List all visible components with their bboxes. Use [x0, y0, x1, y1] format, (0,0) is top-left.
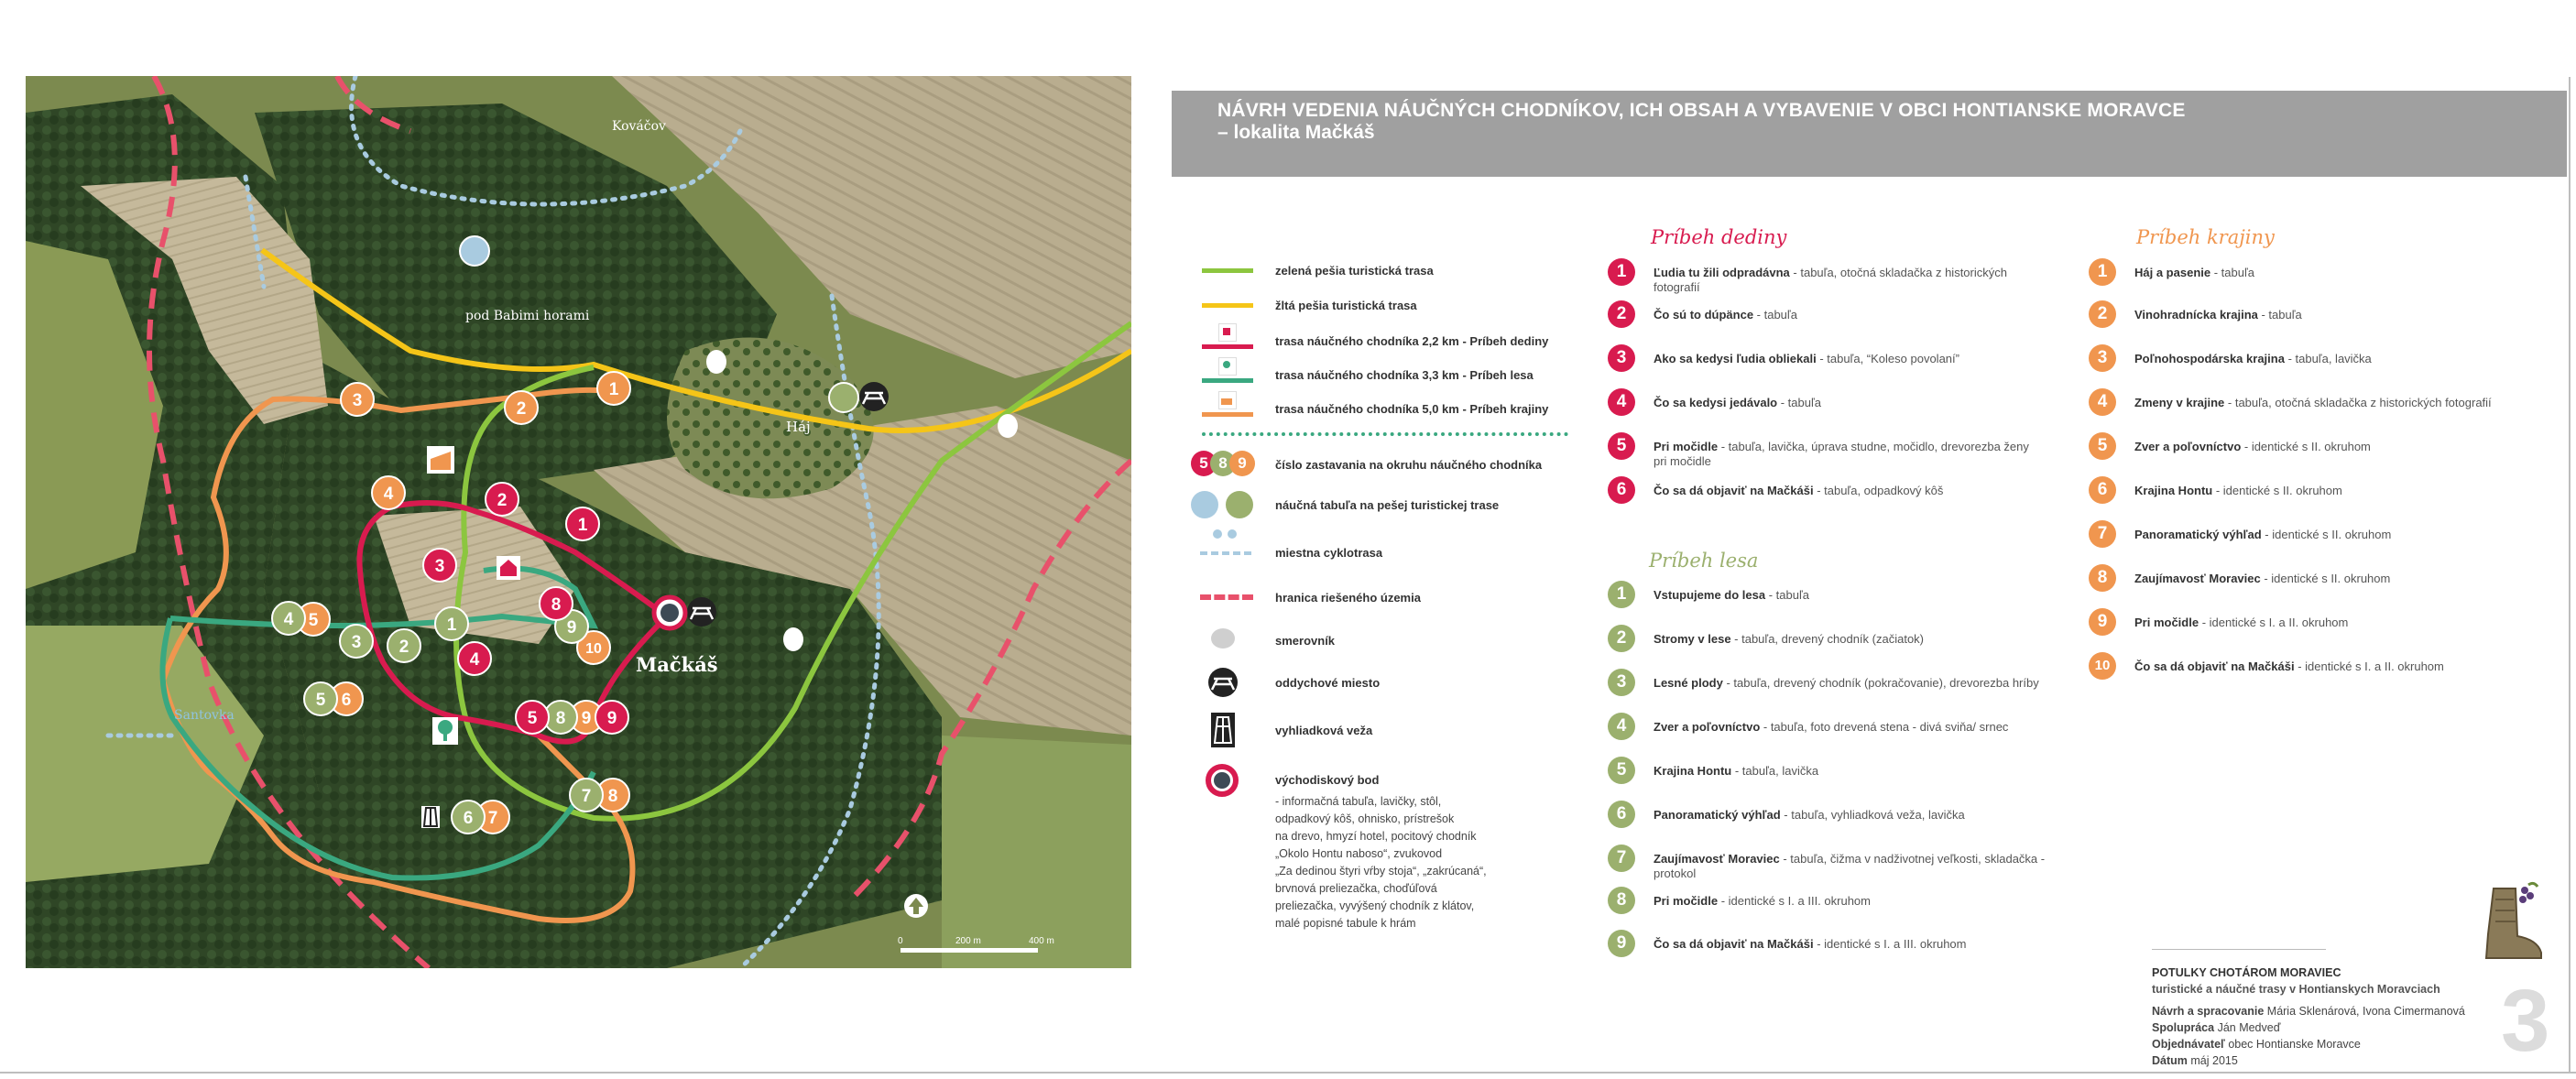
- footer-subtitle: turistické a náučné trasy v Hontianskych Moravciach: [2152, 983, 2440, 996]
- legend-number-circles: 5 8 9 číslo zastavania na okruhu náučného chodníka: [1191, 451, 1576, 478]
- landscape-marker-4: [372, 476, 405, 509]
- info-board-green: [829, 383, 858, 412]
- label-haj: Háj: [786, 419, 811, 435]
- legend-tower: vyhliadková veža: [1191, 716, 1576, 744]
- page-number: 3: [2501, 972, 2550, 1070]
- village-marker-1: [566, 507, 599, 540]
- village-marker-2: [486, 483, 518, 516]
- forest-marker-4: [272, 602, 305, 635]
- svg-text:2: 2: [516, 399, 527, 419]
- svg-text:1: 1: [608, 380, 619, 399]
- picnic-icon: [1191, 667, 1253, 698]
- svg-text:3: 3: [352, 391, 363, 410]
- svg-text:0: 0: [898, 936, 903, 946]
- legend-forest-trail: trasa náučného chodníka 3,3 km - Príbeh lesa: [1191, 361, 1576, 388]
- village-story-title: Príbeh dediny: [1651, 226, 1787, 248]
- svg-text:2: 2: [497, 491, 508, 510]
- village-marker-9: [595, 701, 628, 734]
- legend-cyclo: miestna cyklotrasa: [1191, 533, 1576, 561]
- svg-text:4: 4: [383, 485, 394, 504]
- svg-text:4: 4: [283, 610, 294, 629]
- north-arrow-icon: [904, 894, 928, 918]
- legend-boundary: hranica riešeného územia: [1191, 583, 1576, 611]
- trail-map[interactable]: [26, 76, 1131, 968]
- tree-route-icon: [432, 717, 458, 745]
- title-banner: [1172, 91, 2567, 177]
- svg-text:5: 5: [315, 691, 326, 710]
- svg-text:3: 3: [434, 557, 445, 576]
- svg-text:5: 5: [308, 611, 319, 630]
- landscape-marker-2: [505, 391, 538, 424]
- svg-text:5: 5: [527, 709, 538, 728]
- tower-icon: [1191, 713, 1253, 747]
- svg-text:8: 8: [555, 709, 566, 728]
- svg-text:1: 1: [577, 516, 588, 535]
- legend-start-point: východiskový bod - informačná tabuľa, lavičky, stôl, odpadkový kôš, ohnisko, prístrešok na drevo, hmyzí hotel, pocitový chodník „Okolo Hontu naboso“, zvukovod „Za dedinou štyri vŕby stoja“, „zakrúcaná“, brvnová preliezačka, choďúľová preliezačka, vyvýšený chodník z klátov, malé popisné tabule k hrám: [1191, 766, 1576, 931]
- footer-credits: POTULKY CHOTÁROM MORAVIEC turistické a náučné trasy v Hontianskych Moravciach Návrh a spracovanie Mária Sklenárová, Ivona Cimermanová Spolupráca Ján Medveď Objednávateľ obec Hontianske Moravce Dátum máj 2015: [2152, 948, 2555, 1069]
- label-babimi: pod Babimi horami: [465, 309, 590, 323]
- village-marker-3: [423, 549, 456, 582]
- title-line1: NÁVRH VEDENIA NÁUČNÝCH CHODNÍKOV, ICH OBSAH A VYBAVENIE V OBCI HONTIANSKE MORAVCE: [1217, 100, 2186, 121]
- svg-text:2: 2: [398, 638, 409, 657]
- signpost-icon-2: [998, 414, 1018, 438]
- svg-text:6: 6: [463, 809, 474, 828]
- label-kovacov: Kováčov: [612, 119, 666, 134]
- svg-text:8: 8: [607, 787, 618, 806]
- legend-green-trail: zelená pešia turistická trasa: [1191, 256, 1576, 284]
- village-marker-5: [516, 701, 549, 734]
- bottom-frame-line: [0, 1072, 2576, 1074]
- legend-info-circles: náučná tabuľa na pešej turistickej trase: [1191, 491, 1576, 518]
- label-santovka: Santovka: [174, 708, 235, 723]
- forest-marker-2: [387, 629, 420, 662]
- landscape-marker-1: [597, 372, 630, 405]
- signpost-icon-3: [783, 627, 803, 651]
- svg-text:4: 4: [469, 650, 480, 670]
- signpost-icon: [1211, 628, 1235, 648]
- south-east-meadow: [942, 736, 1131, 968]
- info-board-blue: [460, 236, 489, 266]
- legend-signpost: smerovník: [1191, 627, 1576, 654]
- svg-text:9: 9: [566, 618, 577, 638]
- svg-text:3: 3: [351, 633, 362, 652]
- forest-marker-6: [452, 801, 485, 834]
- field-route-icon: [427, 446, 454, 474]
- svg-text:1: 1: [446, 616, 457, 635]
- legend-landscape-trail: trasa náučného chodníka 5,0 km - Príbeh krajiny: [1191, 395, 1576, 422]
- landscape-marker-3: [341, 383, 374, 416]
- footer-project: POTULKY CHOTÁROM MORAVIEC: [2152, 966, 2341, 979]
- svg-text:400 m: 400 m: [1029, 936, 1054, 946]
- forest-marker-5: [304, 682, 337, 715]
- village-marker-8: [540, 587, 573, 620]
- legend-yellow-trail: žltá pešia turistická trasa: [1191, 291, 1576, 319]
- tower-icon-map: [421, 806, 440, 828]
- house-route-icon: [497, 556, 520, 580]
- signpost-icon-1: [706, 350, 726, 374]
- landscape-story-title: Príbeh krajiny: [2136, 226, 2275, 248]
- forest-marker-7: [570, 779, 603, 812]
- forest-marker-1: [435, 607, 468, 640]
- svg-text:10: 10: [585, 641, 602, 657]
- forest-marker-3: [340, 625, 373, 658]
- boot-icon: [2473, 879, 2547, 962]
- svg-text:8: 8: [551, 595, 562, 615]
- village-marker-4: [458, 642, 491, 675]
- svg-text:9: 9: [606, 709, 617, 728]
- title-line2: – lokalita Mačkáš: [1217, 122, 1375, 143]
- svg-text:7: 7: [581, 787, 592, 806]
- svg-text:7: 7: [487, 809, 498, 828]
- legend-village-trail: trasa náučného chodníka 2,2 km - Príbeh dediny: [1191, 327, 1576, 354]
- start-point-marker: [654, 597, 685, 628]
- map-svg: [26, 76, 1131, 968]
- label-mackas: Mačkáš: [636, 653, 718, 676]
- svg-text:200 m: 200 m: [955, 936, 981, 946]
- svg-text:9: 9: [581, 709, 592, 728]
- svg-text:6: 6: [341, 691, 352, 710]
- legend-picnic: oddychové miesto: [1191, 669, 1576, 696]
- forest-story-title: Príbeh lesa: [1649, 550, 1759, 572]
- picnic-icon-mackas: [687, 597, 716, 627]
- legend-separator-dots: [1202, 432, 1568, 437]
- picnic-icon-haj: [859, 382, 889, 411]
